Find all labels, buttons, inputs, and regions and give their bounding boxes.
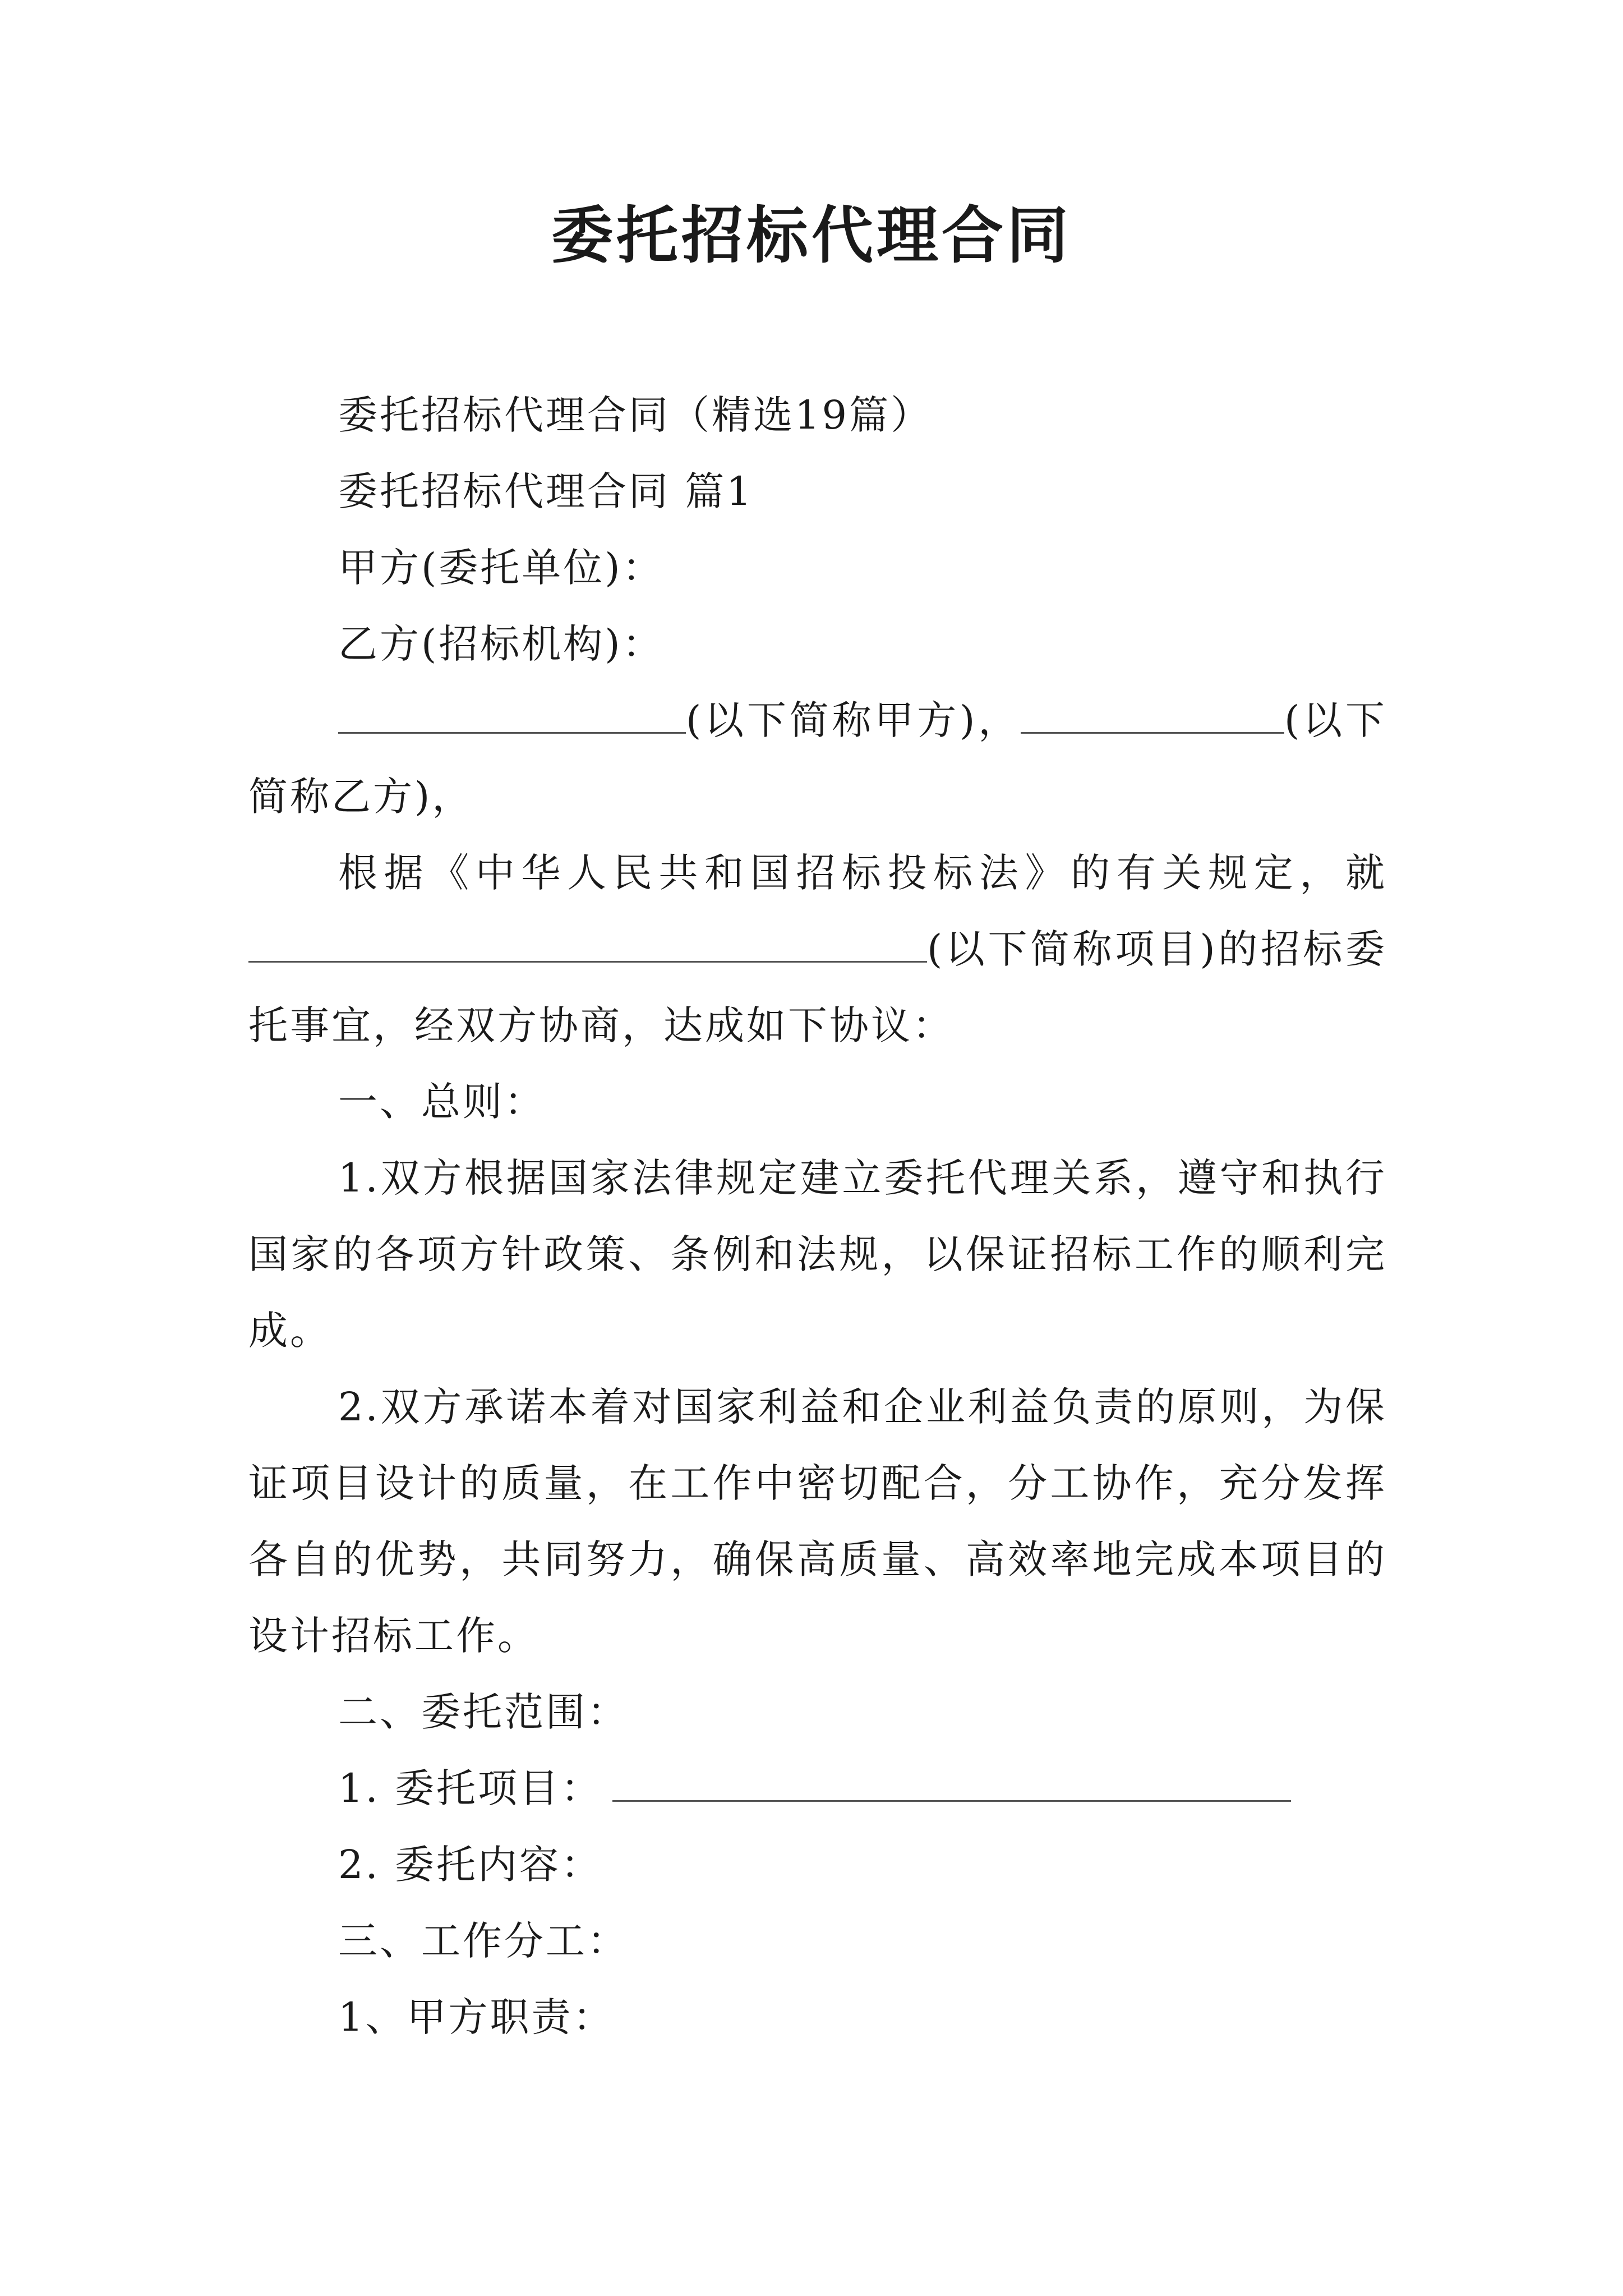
party-b-line: 乙方(招标机构)：: [338, 621, 664, 667]
clause-2-1-label: 1. 委托项目：: [338, 1765, 603, 1811]
parties-b-suffix: (以下简称乙方)，: [248, 697, 1387, 820]
project-name-blank: [612, 1751, 1291, 1802]
basis-start: 根据《中华人民共和国招标投标法》的有关规定，就: [338, 850, 1387, 896]
parties-a-suffix: (以下简称甲方)，: [686, 697, 1021, 743]
basis-end: (以下简称项目)的招标委托事宜，经双方协商，达成如下协议：: [248, 926, 1387, 1048]
clause-1-2: 2.双方承诺本着对国家利益和企业利益负责的原则，为保证项目设计的质量，在工作中密切配合，分工协作，充分发挥各自的优势，共同努力，确保高质量、高效率地完成本项目的设计招标工作。: [248, 1384, 1387, 1659]
part-heading: 委托招标代理合同 篇1: [338, 468, 754, 514]
subtitle: 委托招标代理合同（精选19篇）: [338, 392, 933, 438]
document-title: 委托招标代理合同: [551, 199, 1072, 272]
clause-1-1: 1.双方根据国家法律规定建立委托代理关系，遵守和执行国家的各项方针政策、条例和法规，以保证招标工作的顺利完成。: [248, 1155, 1387, 1354]
party-a-blank: [338, 683, 686, 734]
clause-2-2: 2. 委托内容：: [338, 1842, 603, 1888]
section-general: 一、总则：: [338, 1079, 546, 1125]
parties-paragraph: [248, 682, 1387, 835]
party-a-line: 甲方(委托单位)：: [338, 545, 664, 591]
basis-paragraph: [248, 835, 1387, 1064]
clause-2-1: [248, 1750, 1387, 1826]
section-scope: 二、委托范围：: [338, 1689, 629, 1735]
document-body: [248, 377, 1387, 2055]
project-blank: [248, 912, 927, 963]
section-division: 三、工作分工：: [338, 1918, 629, 1964]
party-b-blank: [1021, 683, 1284, 734]
clause-3-1: 1、甲方职责：: [338, 1994, 615, 2040]
